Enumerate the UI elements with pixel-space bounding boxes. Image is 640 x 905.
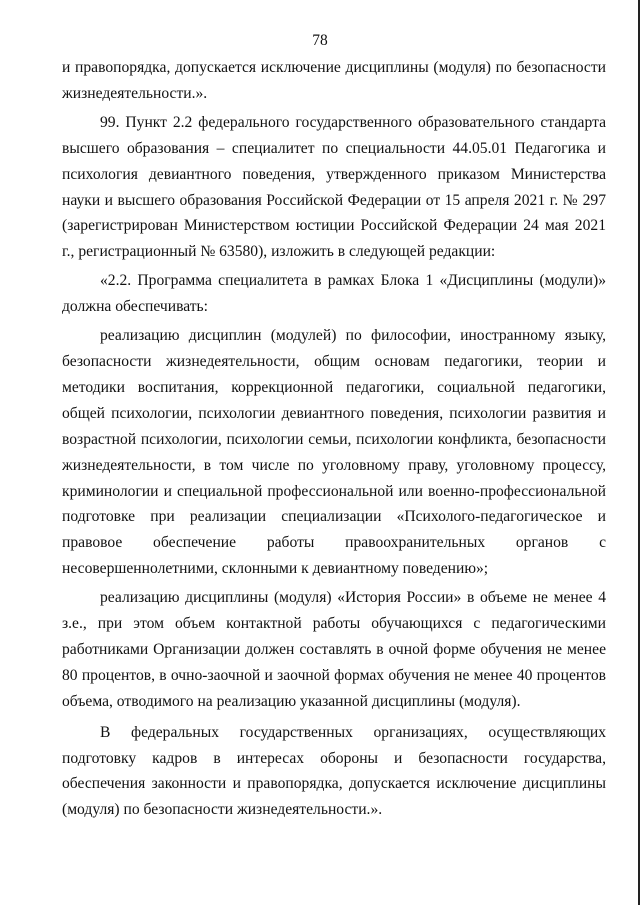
paragraph-disciplines-list: реализацию дисциплин (модулей) по философии, иностранному языку, безопасности жизнедеятельности, общим основам педагогики, теории и методики воспитания, коррекционной педагогики, социальной педагогики, общей психологии, психологии девиантного поведения, психологии развития и возрастной психологии, психологии семьи, психологии конфликта, безопасности жизнедеятельности, в том числе по уголовному праву, уголовному процессу, криминологии и специальной профессиональной или военно-профессиональной подготовке при реализации специализации «Психолого-педагогическое и правовое обеспечение работы правоохранительных органов с несовершеннолетними, склонными к девиантному поведению»; (62, 327, 606, 578)
paragraph-federal-organizations: В федеральных государственных организациях, осуществляющих подготовку кадров в интересах обороны и безопасности государства, обеспечения законности и правопорядка, допускается исключение дисциплины (модуля) по безопасности жизнедеятельности.». (62, 723, 606, 819)
page-number: 78 (312, 32, 328, 49)
paragraph-item-99: 99. Пункт 2.2 федерального государственного образовательного стандарта высшего образования – специалитет по специальности 44.05.01 Педагогика и психология девиантного поведения, утвержденного приказом Министерства науки и высшего образования Российской Федерации от 15 апреля 2021 г. № 297 (зарегистрирован Министерством юстиции Российской Федерации 24 мая 2021 г., регистрационный № 63580), изложить в следующей редакции: (62, 113, 606, 261)
paragraph-history-of-russia: реализацию дисциплины (модуля) «История России» в объеме не менее 4 з.е., при этом объем контактной работы обучающихся с педагогическими работниками Организации должен составлять в очной форме обучения не менее 80 процентов, в очно-заочной и заочной формах обучения не менее 40 процентов объема, отводимого на реализацию указанной дисциплины (модуля). (62, 589, 606, 710)
document-body (62, 55, 606, 823)
paragraph-clause-2-2: «2.2. Программа специалитета в рамках Блока 1 «Дисциплины (модули)» должна обеспечивать: (62, 272, 606, 316)
paragraph-continuation: и правопорядка, допускается исключение дисциплины (модуля) по безопасности жизнедеятельности.». (62, 59, 606, 102)
